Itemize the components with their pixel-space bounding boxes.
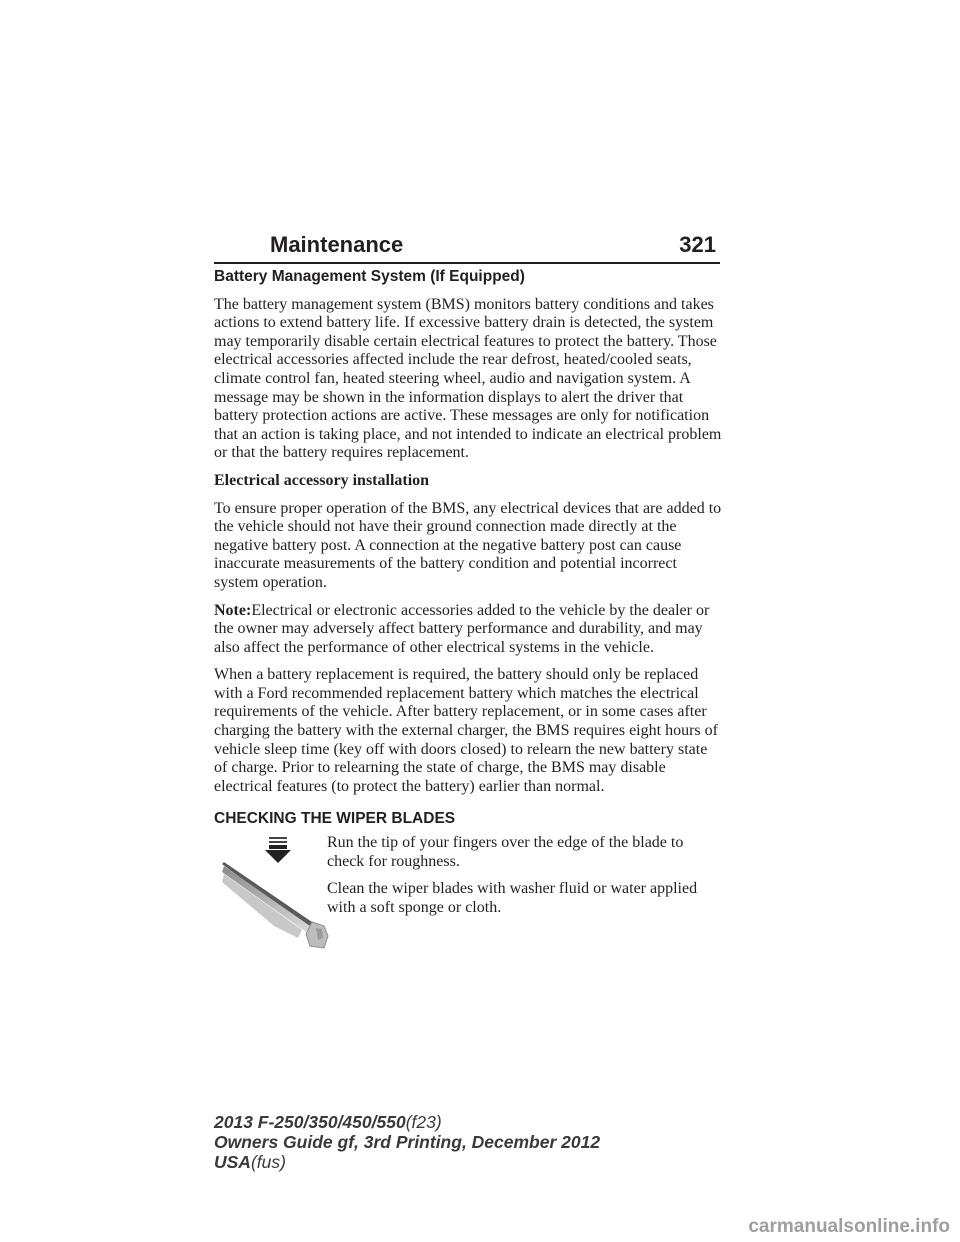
section-title: Maintenance xyxy=(270,232,404,257)
page-footer xyxy=(214,1112,600,1172)
page-number: 321 xyxy=(679,232,716,257)
wiper-blade-illustration xyxy=(214,834,334,949)
footer-guide: Owners Guide gf, 3rd Printing, December 2012 xyxy=(214,1132,601,1152)
footer-model-code: (f23) xyxy=(405,1112,442,1132)
note-text: Electrical or electronic accessories added to the vehicle by the dealer or the owner may adversely affect battery performance and durability, and may also affect the performance of other electrical systems in the vehicle. xyxy=(214,601,710,656)
wiper-paragraph-2: Clean the wiper blades with washer fluid or water applied with a soft sponge or cloth. xyxy=(327,880,698,916)
wiper-paragraph-1: Run the tip of your fingers over the edge of the blade to check for roughness. xyxy=(327,834,684,870)
header-rule xyxy=(214,262,720,264)
accessory-paragraph: To ensure proper operation of the BMS, any electrical devices that are added to the vehicle should not have their ground connection made directly at the negative battery post. A connection at the negative battery post can cause inaccurate measurements of the battery condition and potential incorrect system operation. xyxy=(214,499,722,591)
wiper-text xyxy=(327,834,722,926)
watermark: carmanualsonline.info xyxy=(748,1216,950,1237)
footer-region-code: (fus) xyxy=(250,1152,286,1172)
replacement-paragraph: When a battery replacement is required, the battery should only be replaced with a Ford recommended replacement battery which matches the electrical requirements of the vehicle. After battery replacement, or in some cases after charging the battery with the external charger, the BMS requires eight hours of vehicle sleep time (key off with doors closed) to relearn the new battery state of charge. Prior to relearning the state of charge, the BMS may disable electrical features (to protect the battery) earlier than normal. xyxy=(214,666,718,795)
footer-region: USA xyxy=(214,1152,251,1172)
footer-model: 2013 F-250/350/450/550 xyxy=(214,1112,406,1132)
wiper-section xyxy=(214,834,724,944)
wiper-heading: CHECKING THE WIPER BLADES xyxy=(214,810,456,828)
page-content xyxy=(214,268,724,944)
accessory-heading: Electrical accessory installation xyxy=(214,471,430,489)
bms-paragraph: The battery management system (BMS) monitors battery conditions and takes actions to extend battery life. If excessive battery drain is detected, the system may temporarily disable certain electrical features to protect the battery. Those electrical accessories affected include the rear defrost, heated/cooled seats, climate control fan, heated steering wheel, audio and navigation system. A message may be shown in the information displays to alert the driver that battery protection actions are active. These messages are only for notification that an action is taking place, and not intended to indicate an electrical problem or that the battery requires replacement. xyxy=(214,295,722,462)
note-paragraph xyxy=(214,602,724,658)
note-label: Note: xyxy=(214,601,252,619)
bms-heading: Battery Management System (If Equipped) xyxy=(214,268,525,285)
page-header xyxy=(214,230,720,264)
